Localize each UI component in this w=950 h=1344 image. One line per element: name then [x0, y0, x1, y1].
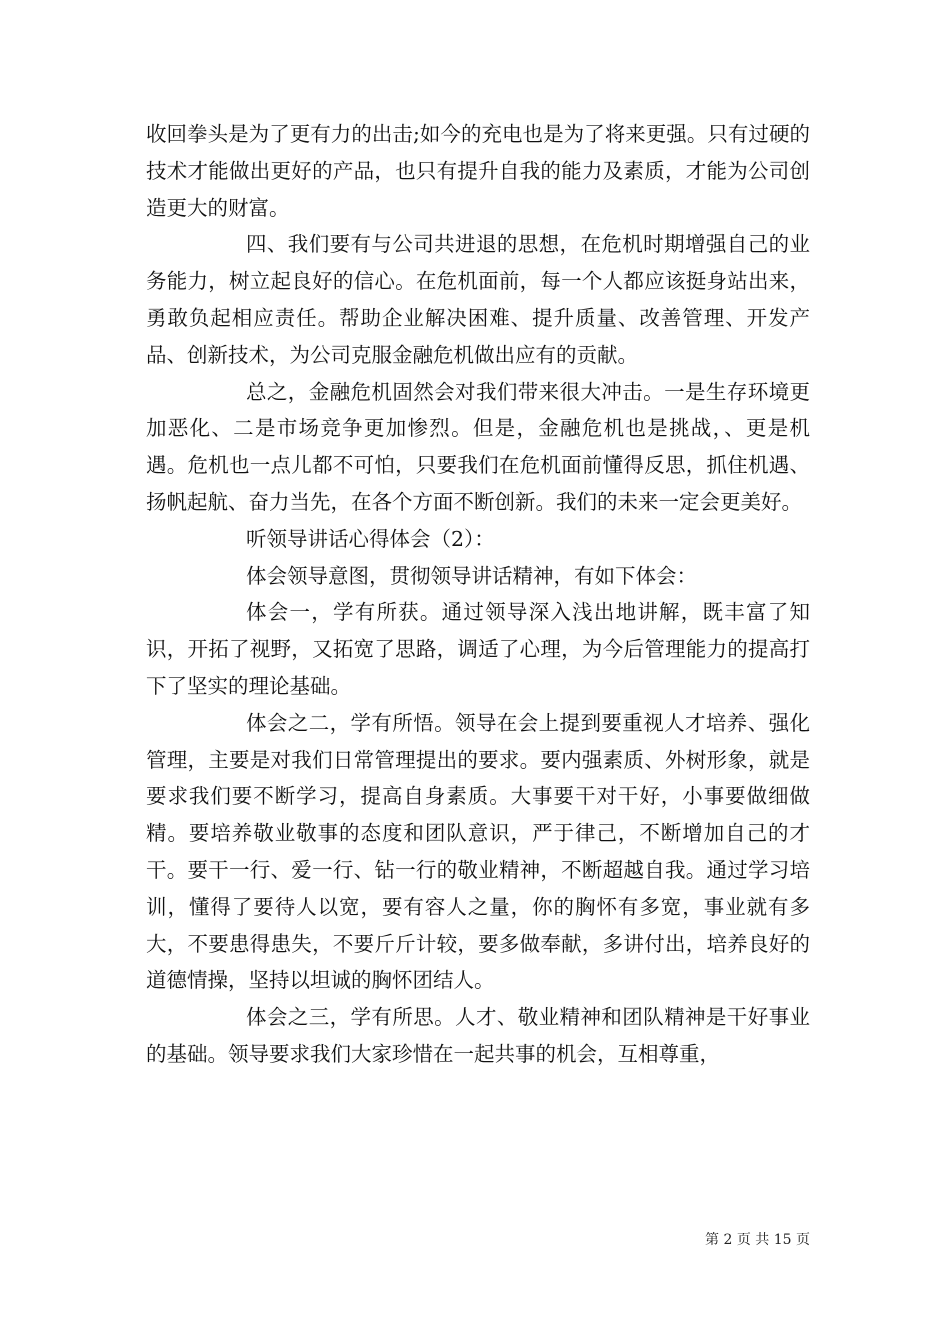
page-number-footer: 第 2 页 共 15 页: [705, 1232, 810, 1248]
paragraph: 体会一，学有所获。通过领导深入浅出地讲解，既丰富了知识，开拓了视野，又拓宽了思路，调适了心理，为今后管理能力的提高打下了坚实的理论基础。: [146, 600, 810, 698]
section-heading: 听领导讲话心得体会（2）：: [246, 526, 495, 551]
paragraph: 体会之二，学有所悟。领导在会上提到要重视人才培养、强化管理，主要是对我们日常管理提出的要求。要内强素质、外树形象，就是要求我们要不断学习，提高自身素质。大事要干对干好，小事要做细做精。要培养敬业敬事的态度和团队意识，严于律己，不断增加自己的才干。要干一行、爱一行、钻一行的敬业精神，不断超越自我。通过学习培训，懂得了要待人以宽，要有容人之量，你的胸怀有多宽，事业就有多大，不要患得患失，不要斤斤计较，要多做奉献，多讲付出，培养良好的道德情操，坚持以坦诚的胸怀团结人。: [146, 710, 810, 993]
paragraph: 体会之三，学有所思。人才、敬业精神和团队精神是干好事业的基础。领导要求我们大家珍惜在一起共事的机会，互相尊重，: [146, 1005, 810, 1066]
document-body: [146, 116, 810, 1073]
paragraph: 体会领导意图，贯彻领导讲话精神，有如下体会：: [246, 563, 697, 588]
paragraph: 收回拳头是为了更有力的出击;如今的充电也是为了将来更强。只有过硬的技术才能做出更好的产品，也只有提升自我的能力及素质，才能为公司创造更大的财富。: [146, 122, 810, 220]
paragraph: 总之，金融危机固然会对我们带来很大冲击。一是生存环境更加恶化、二是市场竞争更加惨烈。但是，金融危机也是挑战，、更是机遇。危机也一点儿都不可怕，只要我们在危机面前懂得反思，抓住机遇、扬帆起航、奋力当先，在各个方面不断创新。我们的未来一定会更美好。: [146, 379, 810, 514]
paragraph: 四、我们要有与公司共进退的思想，在危机时期增强自己的业务能力，树立起良好的信心。在危机面前，每一个人都应该挺身站出来，勇敢负起相应责任。帮助企业解决困难、提升质量、改善管理、开发产品、创新技术，为公司克服金融危机做出应有的贡献。: [146, 232, 810, 367]
